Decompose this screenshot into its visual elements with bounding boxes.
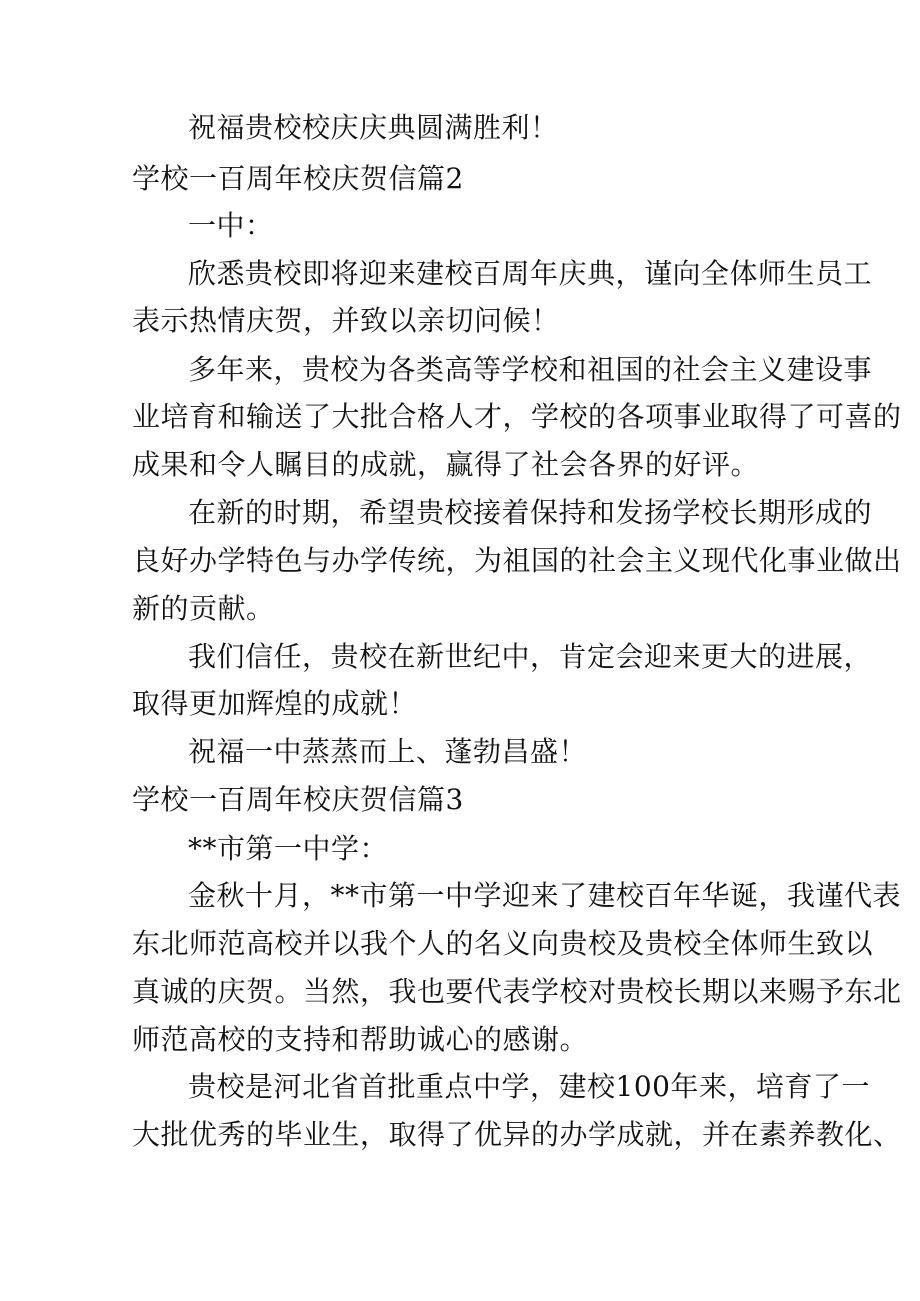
paragraph-line: 新的贡献。 [132, 592, 275, 625]
paragraph-line: 表示热情庆贺，并致以亲切问候！ [132, 304, 560, 337]
closing-wish-line: 祝福贵校校庆庆典圆满胜利！ [188, 111, 559, 144]
paragraph-line: 东北师范高校并以我个人的名义向贵校及贵校全体师生致以 [132, 927, 874, 960]
paragraph-line: 真诚的庆贺。当然，我也要代表学校对贵校长期以来赐予东北 [132, 975, 902, 1008]
paragraph-line: 取得更加辉煌的成就！ [132, 687, 418, 720]
paragraph-line: 良好办学特色与办学传统，为祖国的社会主义现代化事业做出 [132, 544, 902, 577]
paragraph-line: 成果和令人瞩目的成就，赢得了社会各界的好评。 [132, 448, 760, 481]
salutation-line: 一中： [188, 209, 274, 242]
closing-wish-line: 祝福一中蒸蒸而上、蓬勃昌盛！ [188, 735, 588, 768]
paragraph-line: 我们信任，贵校在新世纪中，肯定会迎来更大的进展， [188, 640, 873, 673]
paragraph-line: 在新的时期，希望贵校接着保持和发扬学校长期形成的 [188, 496, 873, 529]
paragraph-line: 欣悉贵校即将迎来建校百周年庆典，谨向全体师生员工 [188, 257, 873, 290]
paragraph-line: 贵校是河北省首批重点中学，建校100年来，培育了一 [188, 1070, 870, 1103]
paragraph-line: 业培育和输送了大批合格人才，学校的各项事业取得了可喜的 [132, 400, 902, 433]
paragraph-line: 金秋十月，**市第一中学迎来了建校百年华诞，我谨代表 [188, 879, 902, 912]
paragraph-line: 师范高校的支持和帮助诚心的感谢。 [132, 1023, 589, 1056]
paragraph-line: 大批优秀的毕业生，取得了优异的办学成就，并在素养教化、 [132, 1118, 902, 1151]
paragraph-line: 多年来，贵校为各类高等学校和祖国的社会主义建设事 [188, 353, 873, 386]
salutation-line: **市第一中学： [188, 832, 389, 865]
section-heading-3: 学校一百周年校庆贺信篇3 [132, 783, 464, 816]
section-heading-2: 学校一百周年校庆贺信篇2 [132, 162, 464, 195]
